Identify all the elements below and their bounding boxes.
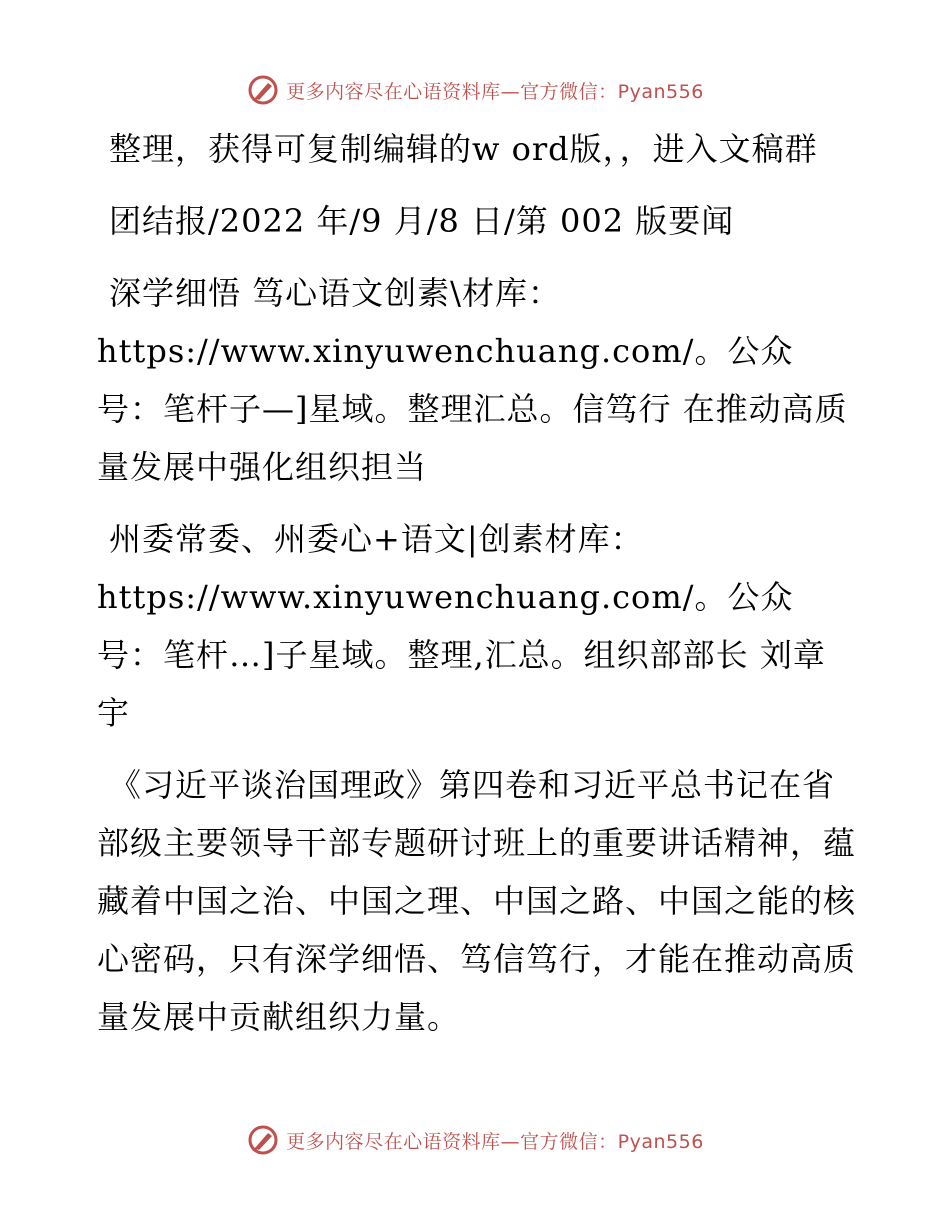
paragraph-word-note: 整理，获得可复制编辑的w ord版，，进入文稿群 xyxy=(109,130,818,168)
pen-nib-logo-icon xyxy=(246,73,280,107)
document-body xyxy=(97,120,857,1060)
paragraph-article-title: 深学细悟 笃心语文创素\材库：https://www.xinyuwenchuang.com/。公众号：笔杆子—]星域。整理汇总。信笃行 在推动高质量发展中强化组织担当 xyxy=(97,274,848,486)
header-banner xyxy=(0,70,950,110)
paragraph-source-line: 团结报/2022 年/9 月/8 日/第 002 版要闻 xyxy=(109,202,735,240)
pen-nib-logo-icon xyxy=(246,1123,280,1157)
paragraph-author: 州委常委、州委心+语文|创素材库：https://www.xinyuwenchuang.com/。公众号：笔杆…]子星域。整理,汇总。组织部部长 刘章宇 xyxy=(97,520,826,732)
footer-banner-text: 更多内容尽在心语资料库—官方微信：Pyan556 xyxy=(286,1130,704,1153)
header-banner-text: 更多内容尽在心语资料库—官方微信：Pyan556 xyxy=(286,80,704,103)
paragraph-body-text: 《习近平谈治国理政》第四卷和习近平总书记在省部级主要领导干部专题研讨班上的重要讲话精神，蕴藏着中国之治、中国之理、中国之路、中国之能的核心密码，只有深学细悟、笃信笃行，才能在推动高质量发展中贡献组织力量。 xyxy=(97,766,857,1036)
footer-banner xyxy=(0,1120,950,1160)
